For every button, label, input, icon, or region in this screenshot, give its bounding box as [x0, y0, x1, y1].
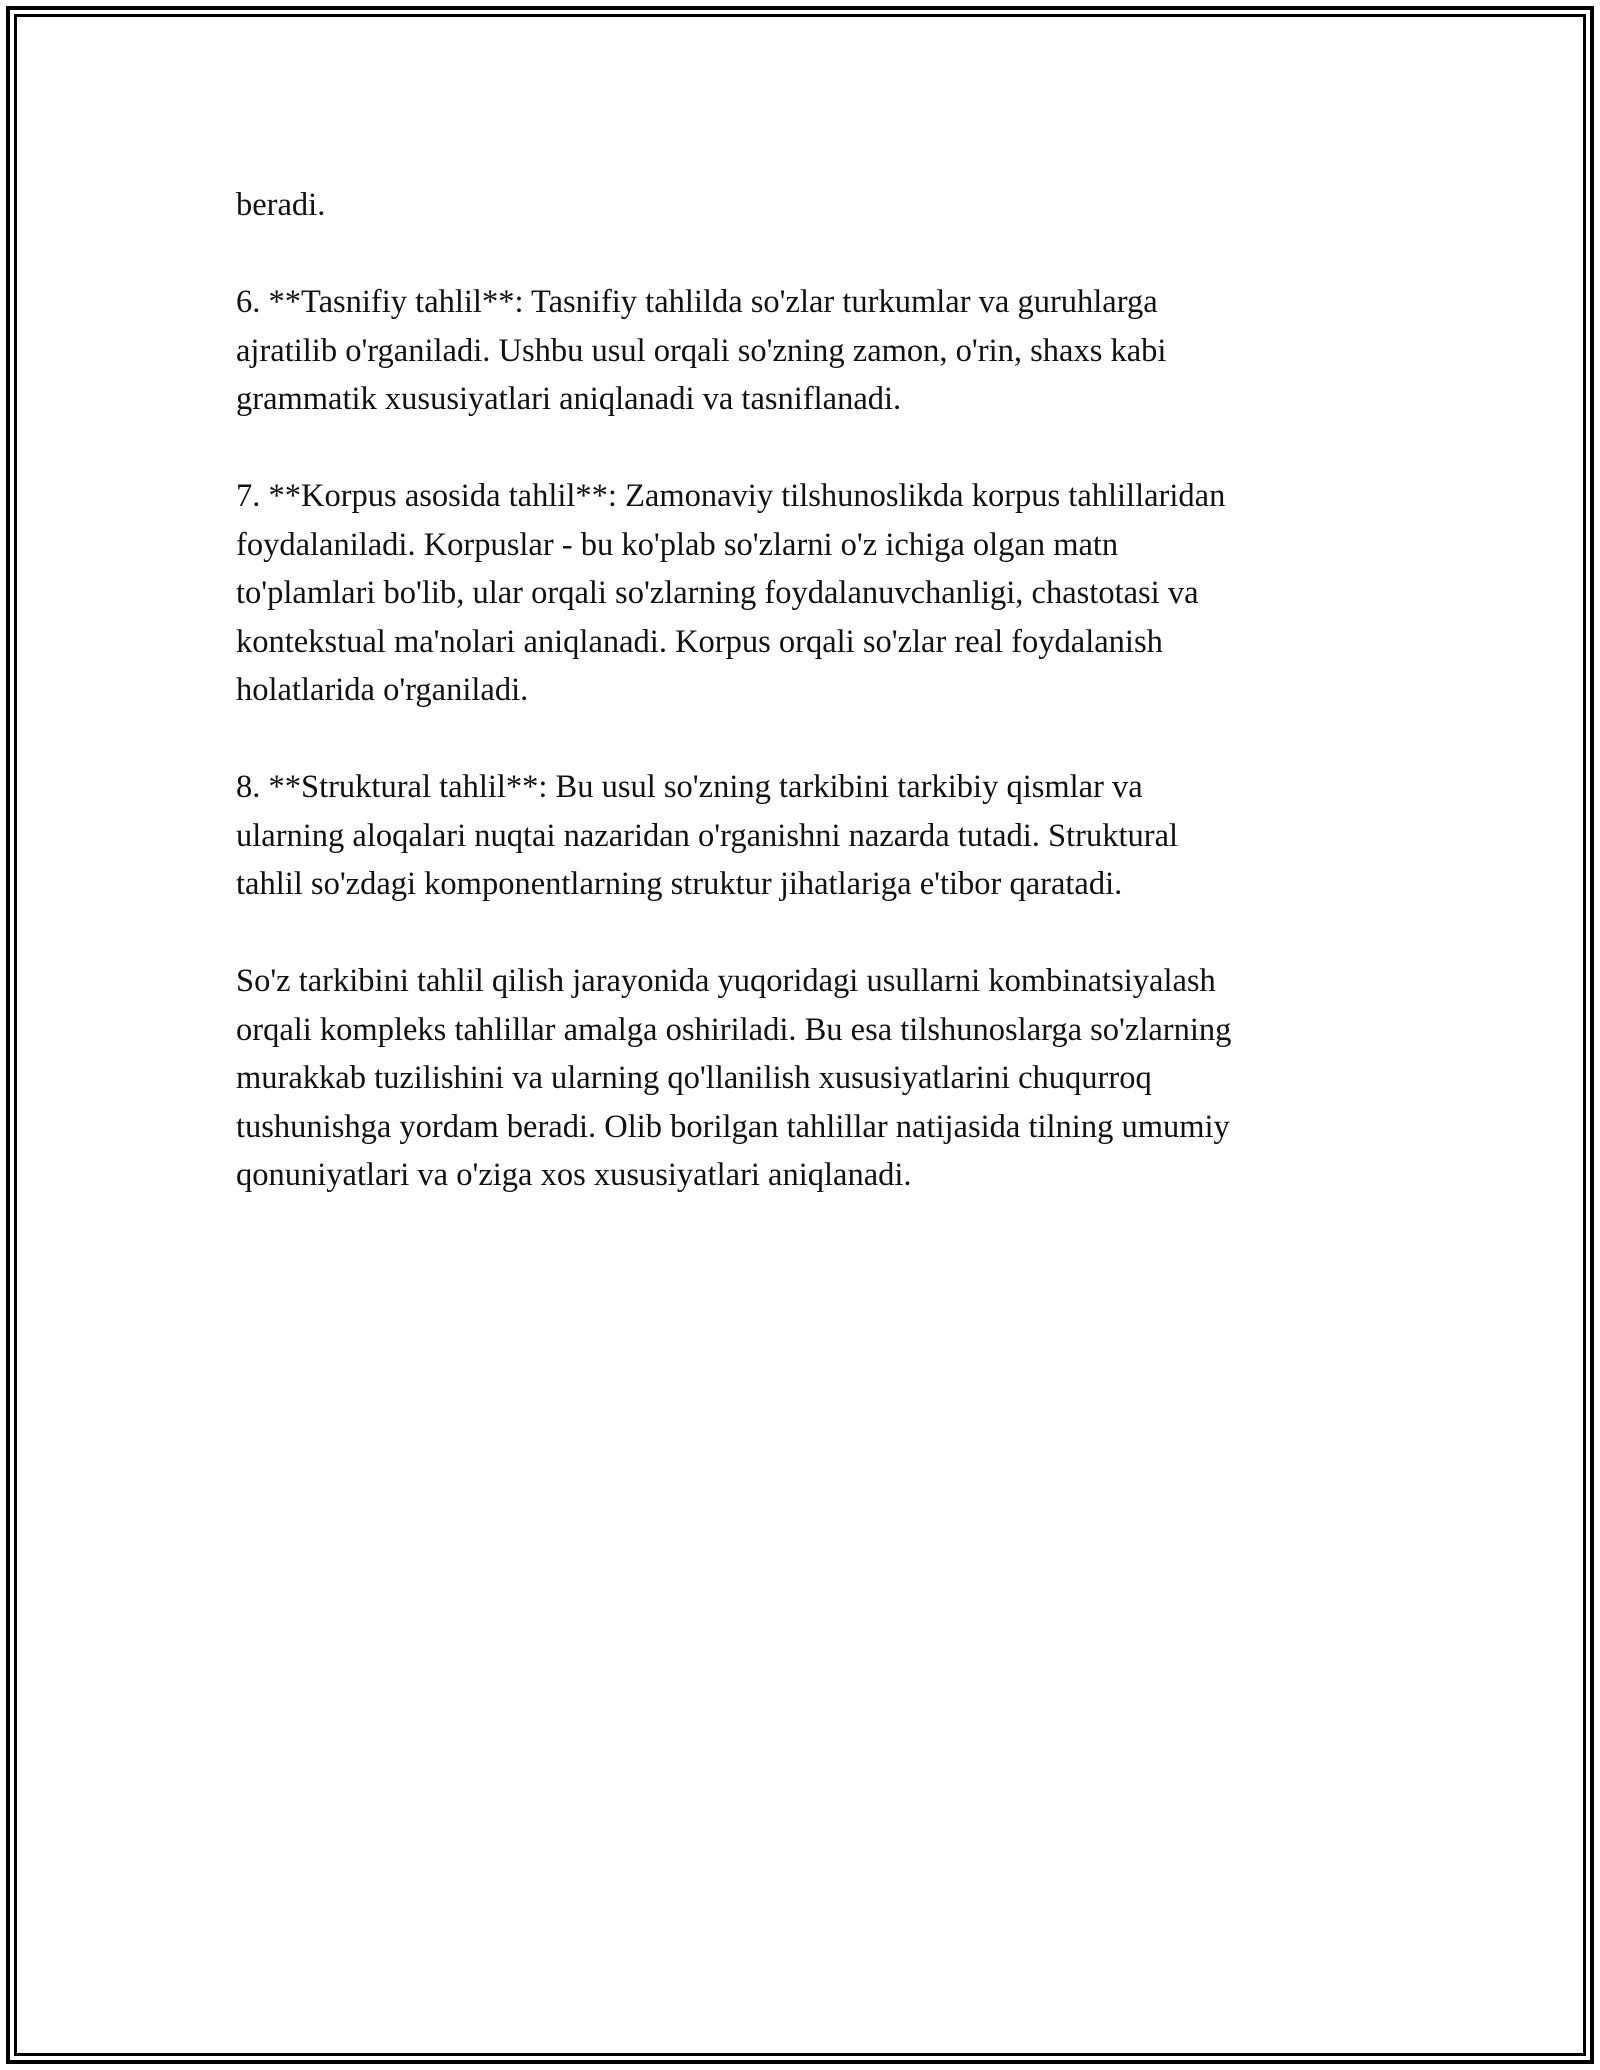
paragraph-tasnifiy-tahlil: 6. **Tasnifiy tahlil**: Tasnifiy tahlilda so'zlar turkumlar va guruhlarga ajratilib o'rganiladi. Ushbu usul orqali so'zning zamon, o'rin, shaxs kabi grammatik xususiyatlari aniqlanadi va tasniflanadi.: [236, 284, 1167, 417]
paragraph-continuation: beradi.: [236, 187, 326, 223]
paragraph-conclusion: So'z tarkibini tahlil qilish jarayonida yuqoridagi usullarni kombinatsiyalash orqali kompleks tahlillar amalga oshiriladi. Bu esa tilshunoslarga so'zlarning murakkab tuzilishini va ularning qo'llanilish xususiyatlarini chuqurroq tushunishga yordam beradi. Olib borilgan tahlillar natijasida tilning umumiy qonuniyatlari va o'ziga xos xususiyatlari aniqlanadi.: [236, 963, 1232, 1193]
paragraph-korpus-asosida-tahlil: 7. **Korpus asosida tahlil**: Zamonaviy tilshunoslikda korpus tahlillaridan foydalaniladi. Korpuslar - bu ko'plab so'zlarni o'z ichiga olgan matn to'plamlari bo'lib, ular orqali so'zlarning foydalanuvchanligi, chastotasi va kontekstual ma'nolari aniqlanadi. Korpus orqali so'zlar real foydalanish holatlarida o'rganiladi.: [236, 478, 1226, 708]
document-body: [236, 181, 1376, 1200]
paragraph-struktural-tahlil: 8. **Struktural tahlil**: Bu usul so'zning tarkibini tarkibiy qismlar va ularning aloqalari nuqtai nazaridan o'rganishni nazarda tutadi. Struktural tahlil so'zdagi komponentlarning struktur jihatlariga e'tibor qaratadi.: [236, 769, 1179, 902]
